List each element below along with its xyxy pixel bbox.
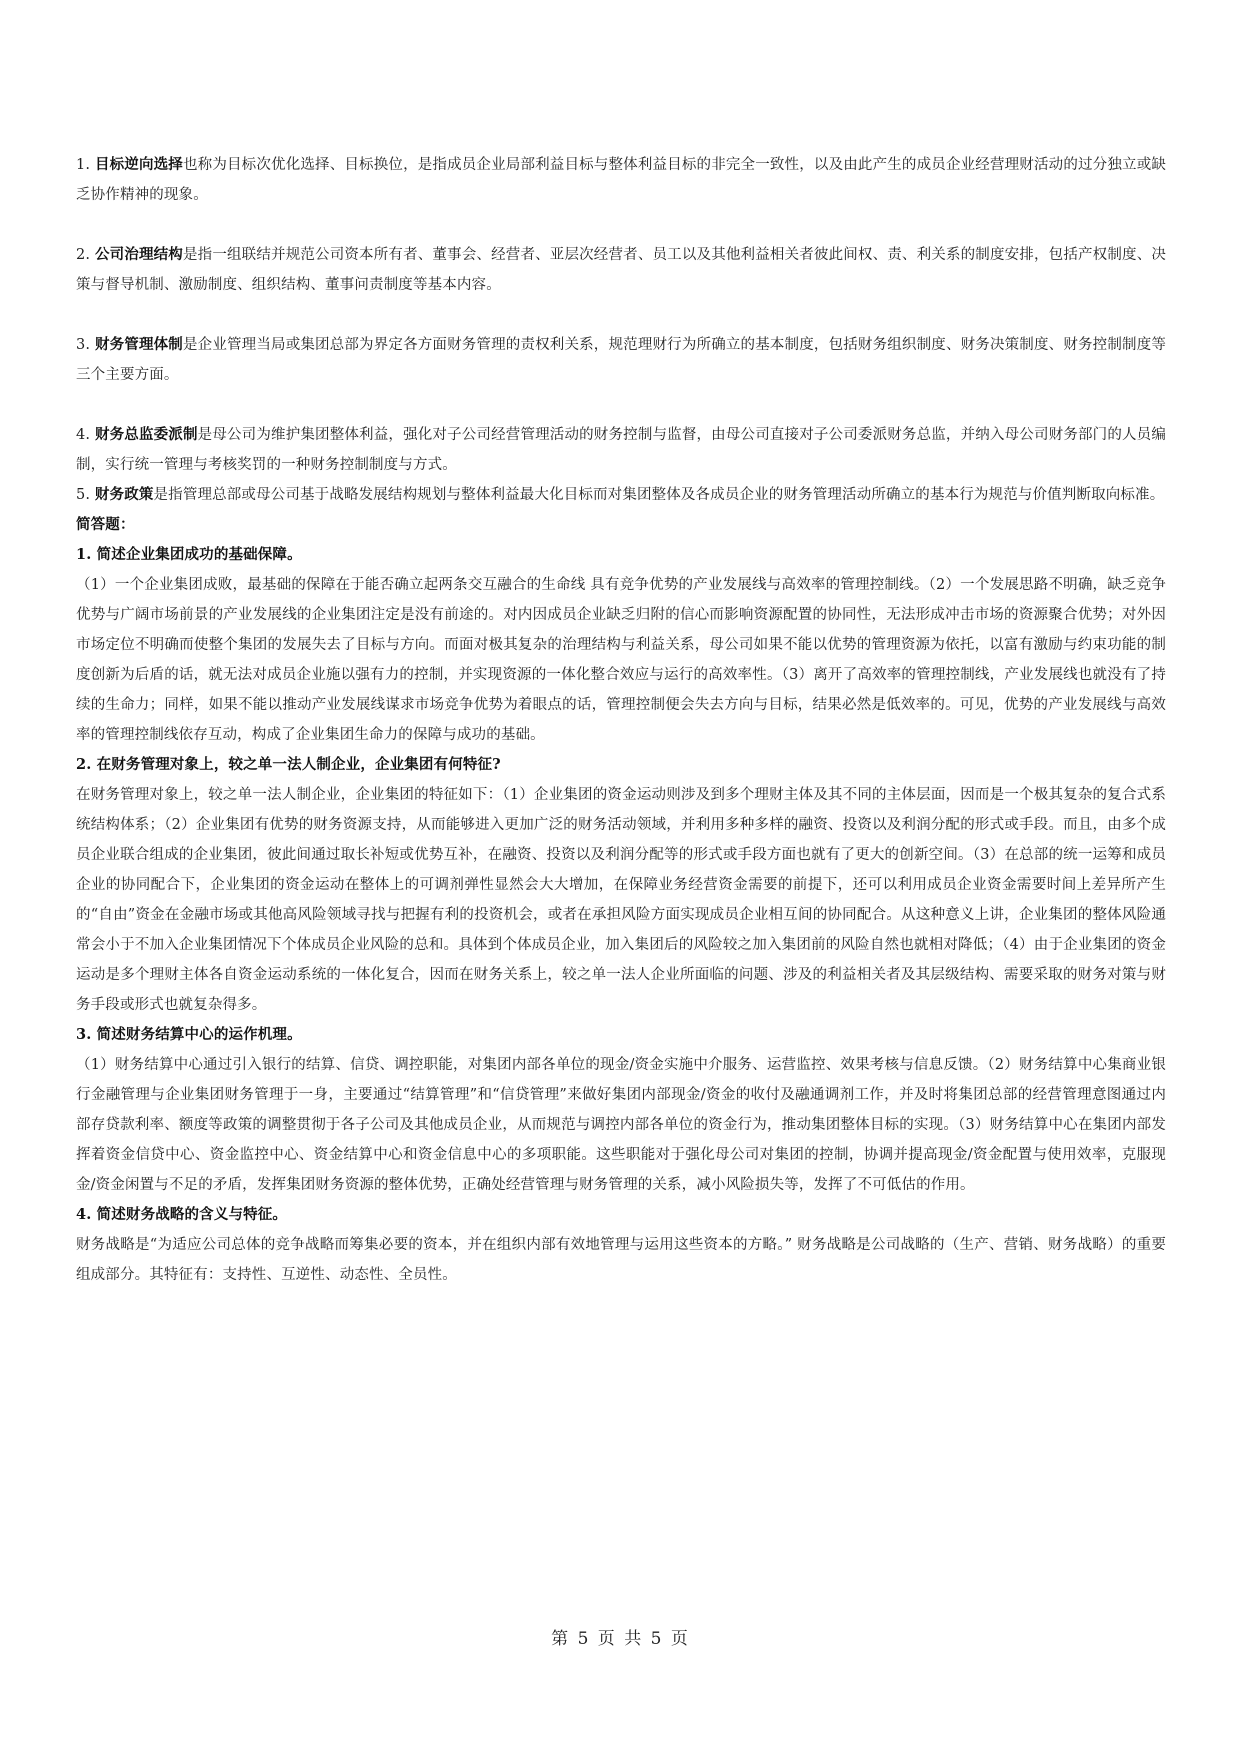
definition-text: 是指一组联结并规范公司资本所有者、董事会、经营者、亚层次经营者、员工以及其他利益相关者彼此间权、责、利关系的制度安排，包括产权制度、决策与督导机制、激励制度、组织结构、董事问责制度等基本内容。: [76, 247, 1167, 293]
definition-text: 是母公司为维护集团整体利益，强化对子公司经营管理活动的财务控制与监督，由母公司直接对子公司委派财务总监，并纳入母公司财务部门的人员编制，实行统一管理与考核奖罚的一种财务控制制度与方式。: [76, 427, 1166, 473]
question-title: 4. 简述财务战略的含义与特征。: [76, 1206, 288, 1223]
definition-3: [76, 330, 1166, 390]
question-title: 2. 在财务管理对象上，较之单一法人制企业，企业集团有何特征?: [76, 756, 501, 773]
definition-4: [76, 420, 1166, 480]
question-title: 1. 简述企业集团成功的基础保障。: [76, 546, 302, 563]
definition-text: 是指管理总部或母公司基于战略发展结构规划与整体利益最大化目标而对集团整体及各成员企业的财务管理活动所确立的基本行为规范与价值判断取向标准。: [153, 487, 1165, 503]
document-body: [76, 150, 1166, 1290]
definition-number: 3.: [76, 337, 91, 353]
definition-text: 也称为目标次优化选择、目标换位，是指成员企业局部利益目标与整体利益目标的非完全一致性，以及由此产生的成员企业经营理财活动的过分独立或缺乏协作精神的现象。: [76, 157, 1167, 203]
definition-term: 公司治理结构: [94, 246, 183, 263]
page-footer: 第 5 页 共 5 页: [551, 1629, 690, 1649]
question-answer: 在财务管理对象上，较之单一法人制企业，企业集团的特征如下：（1）企业集团的资金运动则涉及到多个理财主体及其不同的主体层面，因而是一个极其复杂的复合式系统结构体系；（2）企业集团有优势的财务资源支持，从而能够进入更加广泛的财务活动领域，并利用多种多样的融资、投资以及利润分配的形式或手段。而且，由多个成员企业联合组成的企业集团，彼此间通过取长补短或优势互补，在融资、投资以及利润分配等的形式或手段方面也就有了更大的创新空间。（3）在总部的统一运筹和成员企业的协同配合下，企业集团的资金运动在整体上的可调剂弹性显然会大大增加，在保障业务经营资金需要的前提下，还可以利用成员企业资金需要时间上差异所产生的“自由”资金在金融市场或其他高风险领域寻找与把握有利的投资机会，或者在承担风险方面实现成员企业相互间的协同配合。从这种意义上讲，企业集团的整体风险通常会小于不加入企业集团情况下个体成员企业风险的总和。具体到个体成员企业，加入集团后的风险较之加入集团前的风险自然也就相对降低；（4）由于企业集团的资金运动是多个理财主体各自资金运动系统的一体化复合，因而在财务关系上，较之单一法人企业所面临的问题、涉及的利益相关者及其层级结构、需要采取的财务对策与财务手段或形式也就复杂得多。: [76, 787, 1166, 1013]
definition-term: 财务总监委派制: [94, 426, 198, 443]
definition-term: 财务政策: [94, 486, 154, 503]
definition-number: 1.: [76, 157, 91, 173]
definition-text: 是企业管理当局或集团总部为界定各方面财务管理的责权利关系，规范理财行为所确立的基本制度，包括财务组织制度、财务决策制度、财务控制制度等三个主要方面。: [76, 337, 1167, 383]
question-answer: 财务战略是“为适应公司总体的竞争战略而筹集必要的资本，并在组织内部有效地管理与运用这些资本的方略。” 财务战略是公司战略的（生产、营销、财务战略）的重要组成部分。其特征有：支持性、互逆性、动态性、全员性。: [76, 1237, 1166, 1283]
definition-term: 财务管理体制: [94, 336, 183, 353]
definition-term: 目标逆向选择: [94, 156, 183, 173]
question-answer: （1）财务结算中心通过引入银行的结算、信贷、调控职能，对集团内部各单位的现金/资金实施中介服务、运营监控、效果考核与信息反馈。（2）财务结算中心集商业银行金融管理与企业集团财务管理于一身，主要通过“结算管理”和“信贷管理”来做好集团内部现金/资金的收付及融通调剂工作，并及时将集团总部的经营管理意图通过内部存贷款利率、额度等政策的调整贯彻于各子公司及其他成员企业，从而规范与调控内部各单位的资金行为，推动集团整体目标的实现。（3）财务结算中心在集团内部发挥着资金信贷中心、资金监控中心、资金结算中心和资金信息中心的多项职能。这些职能对于强化母公司对集团的控制，协调并提高现金/资金配置与使用效率，克服现金/资金闲置与不足的矛盾，发挥集团财务资源的整体优势，正确处经营管理与财务管理的关系，减小风险损失等，发挥了不可低估的作用。: [76, 1057, 1166, 1193]
definition-number: 2.: [76, 247, 91, 263]
definition-5: [76, 480, 1166, 510]
question-answer: （1）一个企业集团成败，最基础的保障在于能否确立起两条交互融合的生命线 具有竞争优势的产业发展线与高效率的管理控制线。（2）一个发展思路不明确，缺乏竞争优势与广阔市场前景的产业发展线的企业集团注定是没有前途的。对内因成员企业缺乏归附的信心而影响资源配置的协同性，无法形成冲击市场的资源聚合优势；对外因市场定位不明确而使整个集团的发展失去了目标与方向。而面对极其复杂的治理结构与利益关系，母公司如果不能以优势的管理资源为依托，以富有激励与约束功能的制度创新为后盾的话，就无法对成员企业施以强有力的控制，并实现资源的一体化整合效应与运行的高效率性。（3）离开了高效率的管理控制线，产业发展线也就没有了持续的生命力；同样，如果不能以推动产业发展线谋求市场竞争优势为着眼点的话，管理控制便会失去方向与目标，结果必然是低效率的。可见，优势的产业发展线与高效率的管理控制线依存互动，构成了企业集团生命力的保障与成功的基础。: [76, 577, 1166, 743]
definition-number: 5.: [76, 487, 91, 503]
section-title: 简答题：: [76, 516, 135, 533]
definition-number: 4.: [76, 427, 91, 443]
definition-2: [76, 240, 1166, 300]
definition-1: [76, 150, 1166, 210]
question-title: 3. 简述财务结算中心的运作机理。: [76, 1026, 302, 1043]
